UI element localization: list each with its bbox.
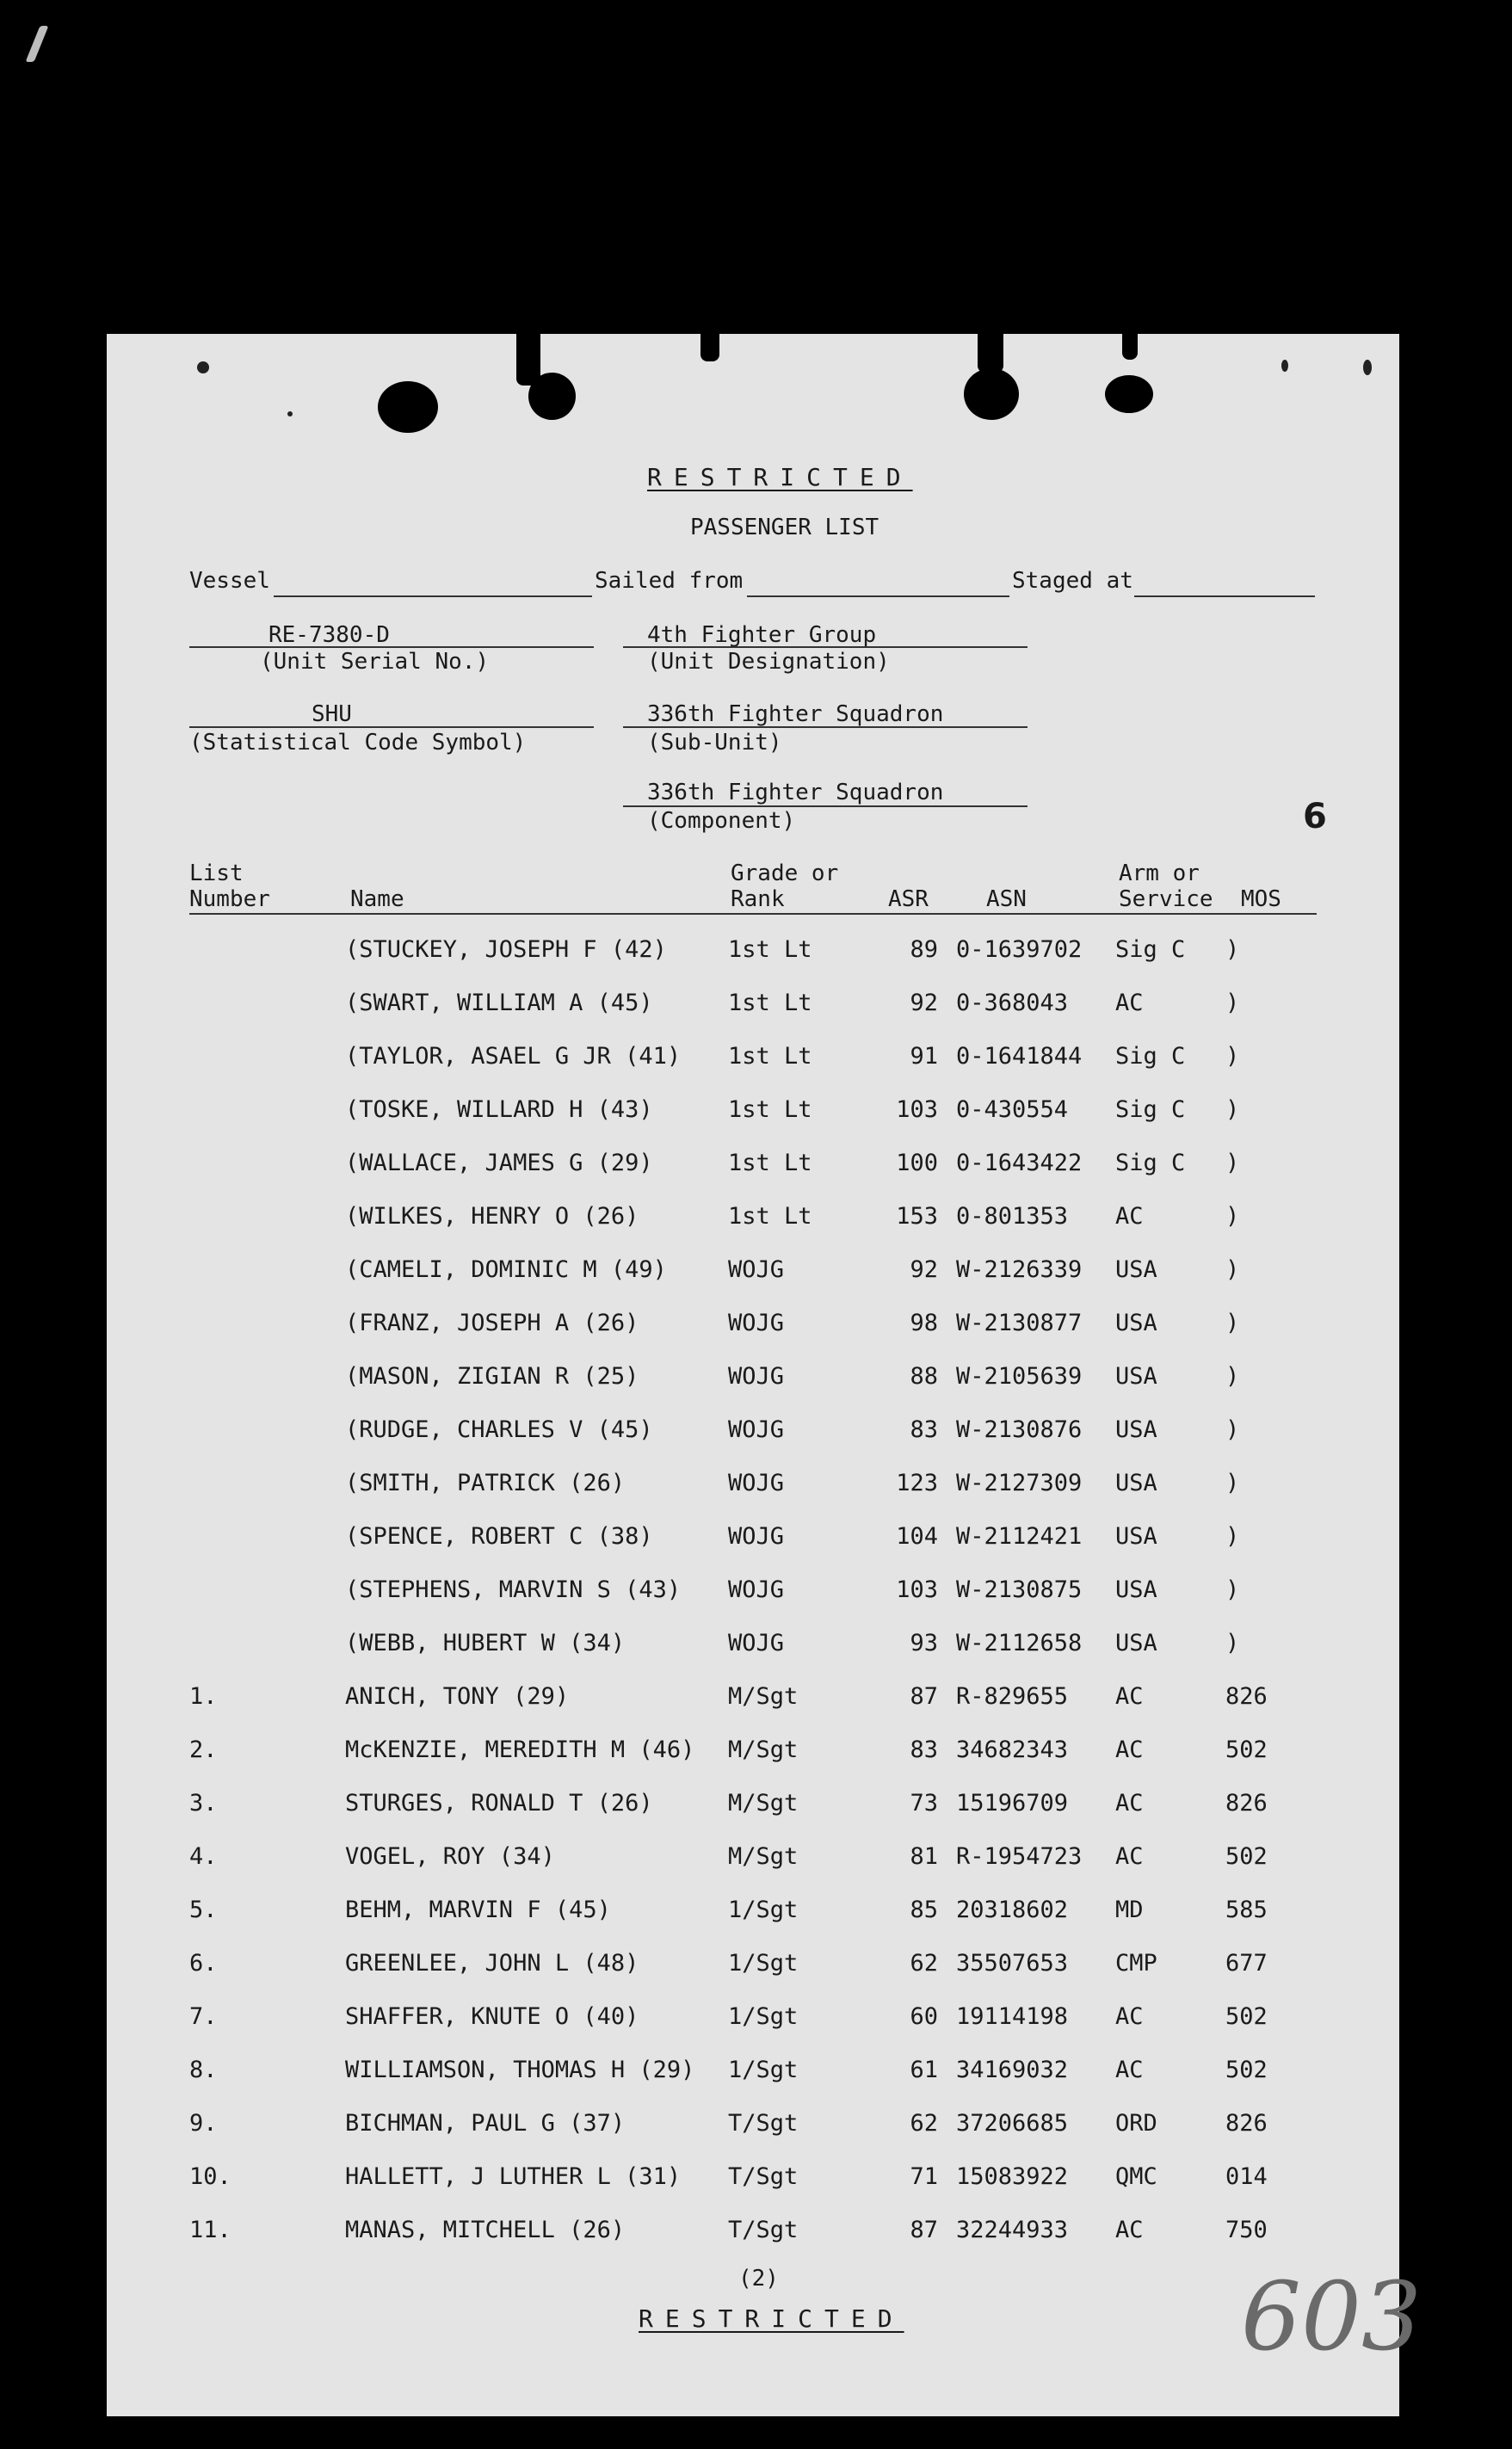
paper-speck	[287, 411, 293, 416]
table-row	[107, 1096, 1399, 1131]
arm-service: Sig C	[1115, 1150, 1186, 1176]
grade: WOJG	[728, 1256, 785, 1283]
table-row	[107, 2057, 1399, 2091]
unit-serial-label: (Unit Serial No.)	[260, 649, 490, 675]
asr: 62	[910, 2110, 938, 2137]
paper-speck	[197, 361, 209, 373]
stat-code-value: SHU	[312, 701, 352, 727]
passenger-name: (TOSKE, WILLARD H (43)	[345, 1096, 653, 1123]
table-row	[107, 990, 1399, 1024]
mos: 502	[1225, 2003, 1268, 2030]
grade: T/Sgt	[728, 2163, 799, 2190]
table-row	[107, 1150, 1399, 1184]
table-row	[107, 2163, 1399, 2198]
passenger-name: (FRANZ, JOSEPH A (26)	[345, 1310, 639, 1336]
list-number: 2.	[189, 1737, 218, 1763]
passenger-name: (SMITH, PATRICK (26)	[345, 1470, 626, 1496]
col-header-arm-line2: Service	[1119, 886, 1213, 912]
grade: WOJG	[728, 1310, 785, 1336]
table-row	[107, 2003, 1399, 2038]
list-number: 5.	[189, 1897, 218, 1923]
col-header-asn: ASN	[986, 886, 1027, 912]
passenger-name: (WALLACE, JAMES G (29)	[345, 1150, 653, 1176]
asr: 92	[910, 990, 938, 1016]
asr: 93	[910, 1630, 938, 1656]
sub-unit-value: 336th Fighter Squadron	[647, 701, 944, 727]
mos: )	[1225, 936, 1240, 963]
table-row	[107, 1683, 1399, 1718]
table-row	[107, 1470, 1399, 1504]
table-row	[107, 936, 1399, 971]
table-row	[107, 2217, 1399, 2251]
mos: )	[1225, 1043, 1240, 1070]
list-number: 6.	[189, 1950, 218, 1977]
col-header-arm	[1119, 861, 1213, 912]
table-row	[107, 1576, 1399, 1611]
asr: 60	[910, 2003, 938, 2030]
sheet-number: 6	[1303, 797, 1327, 836]
grade: WOJG	[728, 1576, 785, 1603]
asn: 32244933	[956, 2217, 1069, 2243]
table-row	[107, 1203, 1399, 1237]
grade: WOJG	[728, 1630, 785, 1656]
asn: 19114198	[956, 2003, 1069, 2030]
asr: 89	[910, 936, 938, 963]
sub-unit-line	[623, 726, 1028, 728]
asr: 104	[896, 1523, 938, 1550]
mos: )	[1225, 1363, 1240, 1390]
grade: 1/Sgt	[728, 2057, 799, 2083]
sub-unit-label: (Sub-Unit)	[647, 730, 782, 756]
grade: 1/Sgt	[728, 1897, 799, 1923]
arm-service: MD	[1115, 1897, 1144, 1923]
asn: 0-1641844	[956, 1043, 1083, 1070]
document-title: PASSENGER LIST	[690, 515, 879, 540]
asn: R-1954723	[956, 1843, 1083, 1870]
passenger-name: (RUDGE, CHARLES V (45)	[345, 1416, 653, 1443]
arm-service: USA	[1115, 1416, 1157, 1443]
staged-at-line	[1134, 595, 1315, 597]
mos: )	[1225, 1096, 1240, 1123]
list-number: 7.	[189, 2003, 218, 2030]
table-row	[107, 1843, 1399, 1878]
asn: 20318602	[956, 1897, 1069, 1923]
col-header-list-line2: Number	[189, 886, 270, 912]
asn: W-2127309	[956, 1470, 1083, 1496]
col-header-asr: ASR	[888, 886, 929, 912]
col-header-list-number	[189, 861, 270, 912]
asn: 34682343	[956, 1737, 1069, 1763]
grade: M/Sgt	[728, 1843, 799, 1870]
passenger-name: BICHMAN, PAUL G (37)	[345, 2110, 626, 2137]
arm-service: Sig C	[1115, 1096, 1186, 1123]
passenger-name: VOGEL, ROY (34)	[345, 1843, 555, 1870]
asr: 85	[910, 1897, 938, 1923]
asn: 0-368043	[956, 990, 1069, 1016]
asr: 91	[910, 1043, 938, 1070]
handwritten-note: 603	[1241, 2261, 1422, 2372]
binder-hole	[528, 373, 576, 420]
arm-service: USA	[1115, 1363, 1157, 1390]
asr: 71	[910, 2163, 938, 2190]
arm-service: AC	[1115, 1737, 1144, 1763]
asn: W-2112658	[956, 1630, 1083, 1656]
mos: 826	[1225, 1683, 1268, 1710]
passenger-name: SHAFFER, KNUTE O (40)	[345, 2003, 639, 2030]
arm-service: USA	[1115, 1630, 1157, 1656]
binder-hole	[1105, 375, 1153, 413]
arm-service: ORD	[1115, 2110, 1157, 2137]
passenger-name: GREENLEE, JOHN L (48)	[345, 1950, 639, 1977]
binder-tab	[700, 325, 719, 361]
binder-hole	[378, 381, 438, 433]
asr: 100	[896, 1150, 938, 1176]
passenger-name: BEHM, MARVIN F (45)	[345, 1897, 611, 1923]
arm-service: USA	[1115, 1470, 1157, 1496]
arm-service: AC	[1115, 1203, 1144, 1230]
asn: 35507653	[956, 1950, 1069, 1977]
passenger-name: (MASON, ZIGIAN R (25)	[345, 1363, 639, 1390]
arm-service: Sig C	[1115, 936, 1186, 963]
table-row	[107, 1950, 1399, 1984]
mos: 826	[1225, 1790, 1268, 1817]
passenger-name: (WEBB, HUBERT W (34)	[345, 1630, 626, 1656]
asr: 87	[910, 1683, 938, 1710]
classification-footer: RESTRICTED	[639, 2304, 904, 2333]
mos: 502	[1225, 2057, 1268, 2083]
passenger-name: (TAYLOR, ASAEL G JR (41)	[345, 1043, 682, 1070]
asr: 92	[910, 1256, 938, 1283]
paper-speck	[1363, 360, 1372, 375]
mos: 677	[1225, 1950, 1268, 1977]
grade: WOJG	[728, 1523, 785, 1550]
stat-code-line	[189, 726, 594, 728]
asn: 0-1643422	[956, 1150, 1083, 1176]
table-row	[107, 1043, 1399, 1077]
list-number: 3.	[189, 1790, 218, 1817]
grade: WOJG	[728, 1416, 785, 1443]
arm-service: AC	[1115, 1843, 1144, 1870]
mos: 502	[1225, 1843, 1268, 1870]
grade: WOJG	[728, 1470, 785, 1496]
col-header-grade-line1: Grade or	[731, 861, 839, 886]
table-row	[107, 1737, 1399, 1771]
mos: 014	[1225, 2163, 1268, 2190]
passenger-name: STURGES, RONALD T (26)	[345, 1790, 653, 1817]
mos: )	[1225, 990, 1240, 1016]
binder-tab	[516, 325, 540, 386]
asn: 0-801353	[956, 1203, 1069, 1230]
col-header-grade	[731, 861, 838, 912]
col-header-name: Name	[350, 886, 404, 912]
mos: )	[1225, 1256, 1240, 1283]
asr: 103	[896, 1576, 938, 1603]
asr: 81	[910, 1843, 938, 1870]
mos: )	[1225, 1203, 1240, 1230]
list-number: 1.	[189, 1683, 218, 1710]
grade: 1/Sgt	[728, 1950, 799, 1977]
col-header-arm-line1: Arm or	[1119, 861, 1200, 886]
table-row	[107, 1523, 1399, 1558]
classification-header: RESTRICTED	[647, 463, 913, 491]
unit-serial-value: RE-7380-D	[268, 622, 390, 648]
unit-designation-value: 4th Fighter Group	[647, 622, 877, 648]
unit-serial-line	[189, 646, 594, 648]
grade: 1st Lt	[728, 1203, 812, 1230]
asr: 73	[910, 1790, 938, 1817]
vessel-label: Vessel	[189, 568, 270, 594]
table-row	[107, 1310, 1399, 1344]
asn: 0-1639702	[956, 936, 1083, 963]
col-header-list-line1: List	[189, 861, 244, 886]
mos: )	[1225, 1576, 1240, 1603]
arm-service: AC	[1115, 2217, 1144, 2243]
arm-service: QMC	[1115, 2163, 1157, 2190]
asn: 15083922	[956, 2163, 1069, 2190]
passenger-name: (STUCKEY, JOSEPH F (42)	[345, 936, 667, 963]
list-number: 8.	[189, 2057, 218, 2083]
grade: 1st Lt	[728, 1096, 812, 1123]
col-header-mos: MOS	[1241, 886, 1281, 912]
passenger-name: (CAMELI, DOMINIC M (49)	[345, 1256, 667, 1283]
grade: 1st Lt	[728, 936, 812, 963]
paper-speck	[1281, 360, 1288, 372]
asn: W-2130875	[956, 1576, 1083, 1603]
asr: 98	[910, 1310, 938, 1336]
page-number: (2)	[738, 2266, 779, 2292]
mos: )	[1225, 1523, 1240, 1550]
film-scratch	[26, 26, 49, 62]
asn: 37206685	[956, 2110, 1069, 2137]
passenger-name: HALLETT, J LUTHER L (31)	[345, 2163, 682, 2190]
component-value: 336th Fighter Squadron	[647, 780, 944, 805]
passenger-name: MANAS, MITCHELL (26)	[345, 2217, 626, 2243]
asr: 62	[910, 1950, 938, 1977]
asn: W-2112421	[956, 1523, 1083, 1550]
sailed-from-line	[747, 595, 1009, 597]
grade: 1st Lt	[728, 1043, 812, 1070]
header-rule	[189, 913, 1317, 915]
col-header-grade-line2: Rank	[731, 886, 785, 912]
arm-service: Sig C	[1115, 1043, 1186, 1070]
arm-service: USA	[1115, 1523, 1157, 1550]
asr: 123	[896, 1470, 938, 1496]
staged-at-label: Staged at	[1012, 568, 1133, 594]
unit-designation-line	[623, 646, 1028, 648]
list-number: 9.	[189, 2110, 218, 2137]
passenger-name: (SPENCE, ROBERT C (38)	[345, 1523, 653, 1550]
asr: 88	[910, 1363, 938, 1390]
asn: 34169032	[956, 2057, 1069, 2083]
component-label: (Component)	[647, 808, 796, 834]
binder-tab	[1122, 325, 1138, 360]
arm-service: CMP	[1115, 1950, 1157, 1977]
passenger-name: (SWART, WILLIAM A (45)	[345, 990, 653, 1016]
table-row	[107, 2110, 1399, 2144]
table-row	[107, 1790, 1399, 1824]
asn: 15196709	[956, 1790, 1069, 1817]
grade: M/Sgt	[728, 1683, 799, 1710]
asn: W-2130876	[956, 1416, 1083, 1443]
grade: 1st Lt	[728, 1150, 812, 1176]
table-row	[107, 1416, 1399, 1451]
asn: W-2105639	[956, 1363, 1083, 1390]
asr: 87	[910, 2217, 938, 2243]
list-number: 4.	[189, 1843, 218, 1870]
asr: 103	[896, 1096, 938, 1123]
asr: 83	[910, 1737, 938, 1763]
arm-service: AC	[1115, 2003, 1144, 2030]
unit-designation-label: (Unit Designation)	[647, 649, 890, 675]
grade: 1/Sgt	[728, 2003, 799, 2030]
arm-service: USA	[1115, 1576, 1157, 1603]
arm-service: AC	[1115, 990, 1144, 1016]
mos: 750	[1225, 2217, 1268, 2243]
document-page	[107, 334, 1422, 2416]
list-number: 10.	[189, 2163, 231, 2190]
mos: 502	[1225, 1737, 1268, 1763]
mos: )	[1225, 1310, 1240, 1336]
list-number: 11.	[189, 2217, 231, 2243]
passenger-name: McKENZIE, MEREDITH M (46)	[345, 1737, 695, 1763]
arm-service: USA	[1115, 1310, 1157, 1336]
grade: M/Sgt	[728, 1737, 799, 1763]
table-row	[107, 1363, 1399, 1397]
grade: M/Sgt	[728, 1790, 799, 1817]
table-row	[107, 1630, 1399, 1664]
arm-service: AC	[1115, 2057, 1144, 2083]
mos: )	[1225, 1416, 1240, 1443]
sailed-from-label: Sailed from	[595, 568, 744, 594]
grade: T/Sgt	[728, 2110, 799, 2137]
asr: 61	[910, 2057, 938, 2083]
mos: 826	[1225, 2110, 1268, 2137]
passenger-name: (WILKES, HENRY O (26)	[345, 1203, 639, 1230]
component-line	[623, 805, 1028, 807]
mos: )	[1225, 1150, 1240, 1176]
grade: 1st Lt	[728, 990, 812, 1016]
asn: R-829655	[956, 1683, 1069, 1710]
table-row	[107, 1897, 1399, 1931]
passenger-name: ANICH, TONY (29)	[345, 1683, 570, 1710]
table-row	[107, 1256, 1399, 1291]
vessel-line	[274, 595, 592, 597]
asn: 0-430554	[956, 1096, 1069, 1123]
grade: T/Sgt	[728, 2217, 799, 2243]
arm-service: USA	[1115, 1256, 1157, 1283]
asn: W-2130877	[956, 1310, 1083, 1336]
passenger-name: (STEPHENS, MARVIN S (43)	[345, 1576, 682, 1603]
arm-service: AC	[1115, 1790, 1144, 1817]
binder-tab	[978, 325, 1003, 373]
mos: )	[1225, 1470, 1240, 1496]
binder-hole	[964, 368, 1019, 420]
grade: WOJG	[728, 1363, 785, 1390]
asn: W-2126339	[956, 1256, 1083, 1283]
asr: 83	[910, 1416, 938, 1443]
mos: 585	[1225, 1897, 1268, 1923]
passenger-name: WILLIAMSON, THOMAS H (29)	[345, 2057, 695, 2083]
arm-service: AC	[1115, 1683, 1144, 1710]
asr: 153	[896, 1203, 938, 1230]
stat-code-label: (Statistical Code Symbol)	[189, 730, 527, 756]
mos: )	[1225, 1630, 1240, 1656]
